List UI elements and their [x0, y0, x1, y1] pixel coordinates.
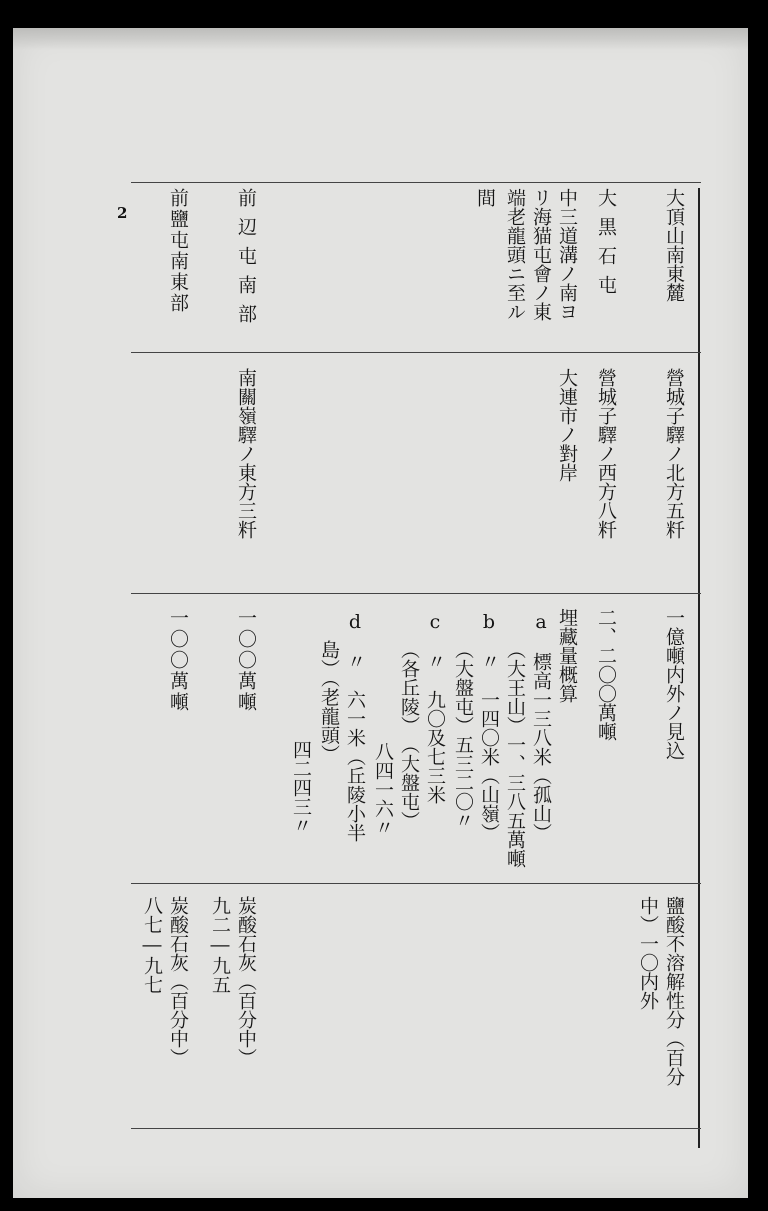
location-cell: 前鹽屯南東部 [167, 188, 189, 314]
document-page [13, 28, 748, 1198]
estimate-line: 八四一六〃 [372, 742, 394, 837]
table-bottom-border [131, 1128, 701, 1129]
estimate-line: 一〇〇萬噸 [167, 608, 189, 713]
estimate-line: c 〃 九〇及七三米 [424, 611, 446, 804]
estimate-line: 一〇〇萬噸 [235, 608, 257, 713]
location-line: 端老龍頭ニ至ル [504, 188, 526, 321]
position-cell: 營城子驛ノ西方八粁 [595, 368, 617, 539]
composition-line: 鹽酸不溶解性分（百分 [663, 896, 685, 1086]
composition-line: 八七―九七 [141, 896, 163, 994]
location-line: 間 [474, 188, 496, 207]
location-line: 中三道溝ノ南ヨ [556, 188, 578, 321]
estimate-line: 二、二〇〇萬噸 [595, 608, 617, 741]
estimate-line: 埋藏量概算 [556, 608, 578, 703]
location-cell: 前辺屯南部 [235, 188, 257, 333]
row-divider [131, 593, 701, 594]
estimate-line: d 〃 六一米（丘陵小半 [344, 611, 366, 842]
estimate-line: 四二四三〃 [290, 740, 312, 835]
composition-line: 九二―九五 [209, 896, 231, 994]
estimate-line: a 標高一三八米（孤山） [530, 611, 552, 842]
estimate-line: b 〃 一四〇米（山嶺） [478, 611, 500, 842]
estimate-line: （大王山）一、三八五萬噸 [504, 640, 526, 868]
estimate-line: （各丘陵） （大盤屯） [398, 640, 420, 830]
table-right-border [698, 188, 700, 1148]
position-cell: 南關嶺驛ノ東方三粁 [235, 368, 257, 539]
position-cell: 大連市ノ對岸 [556, 368, 578, 482]
table-top-border [131, 182, 701, 183]
estimate-line: 島）（老龍頭） [318, 640, 340, 764]
row-divider [131, 352, 701, 353]
page-number: 2 [117, 204, 128, 222]
position-cell: 營城子驛ノ北方五粁 [663, 368, 685, 539]
composition-line: 中）一〇内外 [637, 896, 659, 1010]
row-divider [131, 883, 701, 884]
location-cell: 大頂山南東麓 [663, 188, 685, 302]
location-cell: 大黒石屯 [595, 188, 617, 304]
composition-line: 炭酸石灰（百分中） [167, 896, 189, 1067]
location-line: リ海猫屯會ノ東 [530, 188, 552, 321]
composition-line: 炭酸石灰（百分中） [235, 896, 257, 1067]
estimate-line: 一億噸内外ノ見込 [663, 608, 685, 760]
estimate-line: （大盤屯）五三二〇〃 [452, 640, 474, 830]
